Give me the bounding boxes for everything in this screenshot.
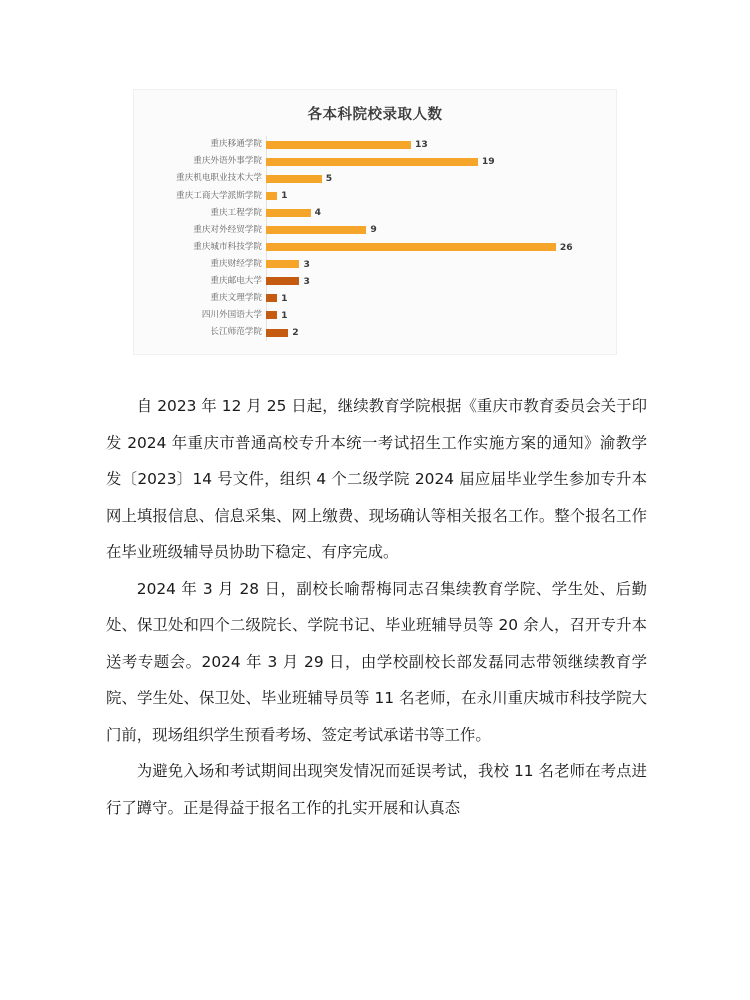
- chart-category-label: 重庆邮电大学: [210, 276, 262, 286]
- chart-bar-track: [266, 256, 616, 273]
- chart-bar-value-label: 26: [559, 241, 573, 253]
- chart-bar-row: [134, 170, 616, 187]
- chart-bar-value-label: 5: [325, 173, 333, 185]
- chart-bar: [266, 260, 299, 268]
- chart-bar-track: [266, 239, 616, 256]
- chart-bar-row: [134, 136, 616, 153]
- chart-title: 各本科院校录取人数: [307, 107, 443, 123]
- paragraph-3: 为避免入场和考试期间出现突发情况而延误考试，我校 11 名老师在考点进行了蹲守。正是得益于报名工作的扎实开展和认真态: [106, 762, 647, 817]
- chart-bar-value-label: 3: [303, 275, 310, 287]
- bar-chart-figure: [133, 89, 617, 355]
- chart-bar-value-label: 13: [414, 138, 428, 150]
- chart-bar-row: [134, 324, 616, 341]
- chart-bar: [266, 158, 478, 166]
- chart-bar: [266, 226, 366, 234]
- paragraph-1: 自 2023 年 12 月 25 日起，继续教育学院根据《重庆市教育委员会关于印发 2024 年重庆市普通高校专升本统一考试招生工作实施方案的通知》渝教学发〔2023〕14 号文件，组织 4 个二级学院 2024 届应届毕业学生参加专升本网上填报信息、信息采集、网上缴费、现场确认等相关报名工作。整个报名工作在毕业班级辅导员协助下稳定、有序完成。: [106, 397, 647, 561]
- chart-bar-value-label: 4: [314, 207, 321, 219]
- chart-bar-row: [134, 153, 616, 170]
- chart-bar-track: [266, 221, 616, 238]
- chart-bar-row: [134, 187, 616, 204]
- chart-bar-value-label: 1: [281, 309, 288, 321]
- chart-category-label: 重庆外语外事学院: [193, 156, 262, 167]
- chart-bar: [266, 141, 411, 149]
- chart-bar-track: [266, 187, 616, 204]
- chart-category-label: 重庆机电职业技术大学: [176, 173, 262, 184]
- chart-category-label: 四川外国语大学: [201, 310, 262, 321]
- chart-bar-track: [266, 324, 616, 341]
- chart-bar-row: [134, 256, 616, 273]
- chart-bar: [266, 329, 288, 337]
- chart-category-label: 重庆城市科技学院: [193, 241, 262, 252]
- chart-bar-row: [134, 307, 616, 324]
- chart-bar-row: [134, 221, 616, 238]
- chart-bar: [266, 192, 277, 200]
- chart-bar-track: [266, 204, 616, 221]
- chart-category-label: 重庆工商大学派斯学院: [176, 190, 262, 201]
- chart-category-label: 重庆移通学院: [210, 139, 262, 150]
- chart-category-label: 重庆财经学院: [210, 258, 262, 269]
- chart-bar: [266, 311, 277, 319]
- chart-bar-track: [266, 153, 616, 170]
- chart-bar-value-label: 1: [281, 190, 288, 202]
- paragraph-2: 2024 年 3 月 28 日，副校长喻帮梅同志召集续教育学院、学生处、后勤处、保卫处和四个二级院长、学院书记、毕业班辅导员等 20 余人，召开专升本送考专题会。2024 年 3 月 29 日，由学校副校长部发磊同志带领继续教育学院、学生处、保卫处、毕业班辅导员等 11 名老师，在永川重庆城市科技学院大门前，现场组织学生预看考场、签定考试承诺书等工作。: [106, 579, 647, 744]
- chart-plot-area: [134, 136, 616, 341]
- chart-bar-row: [134, 273, 616, 290]
- chart-bar-track: [266, 170, 616, 187]
- chart-category-label: 长江师范学院: [210, 327, 262, 338]
- chart-bar-list: [134, 136, 616, 341]
- chart-bar-value-label: 9: [370, 224, 377, 236]
- chart-category-label: 重庆工程学院: [210, 207, 262, 218]
- chart-bar: [266, 175, 322, 183]
- chart-bar-value-label: 19: [481, 156, 495, 168]
- chart-bar-track: [266, 273, 616, 290]
- chart-category-label: 重庆文理学院: [210, 293, 262, 304]
- chart-bar: [266, 277, 299, 285]
- chart-bar-row: [134, 290, 616, 307]
- chart-category-label: 重庆对外经贸学院: [193, 224, 262, 235]
- chart-bar-row: [134, 204, 616, 221]
- chart-bar-value-label: 3: [303, 258, 310, 270]
- chart-bar-value-label: 1: [281, 292, 288, 304]
- chart-bar: [266, 294, 277, 302]
- chart-bar-track: [266, 290, 616, 307]
- chart-bar: [266, 209, 311, 217]
- document-body: [106, 388, 647, 826]
- chart-bar-track: [266, 307, 616, 324]
- chart-bar: [266, 243, 556, 251]
- chart-bar-row: [134, 239, 616, 256]
- chart-bar-value-label: 2: [292, 326, 299, 338]
- chart-bar-track: [266, 136, 616, 153]
